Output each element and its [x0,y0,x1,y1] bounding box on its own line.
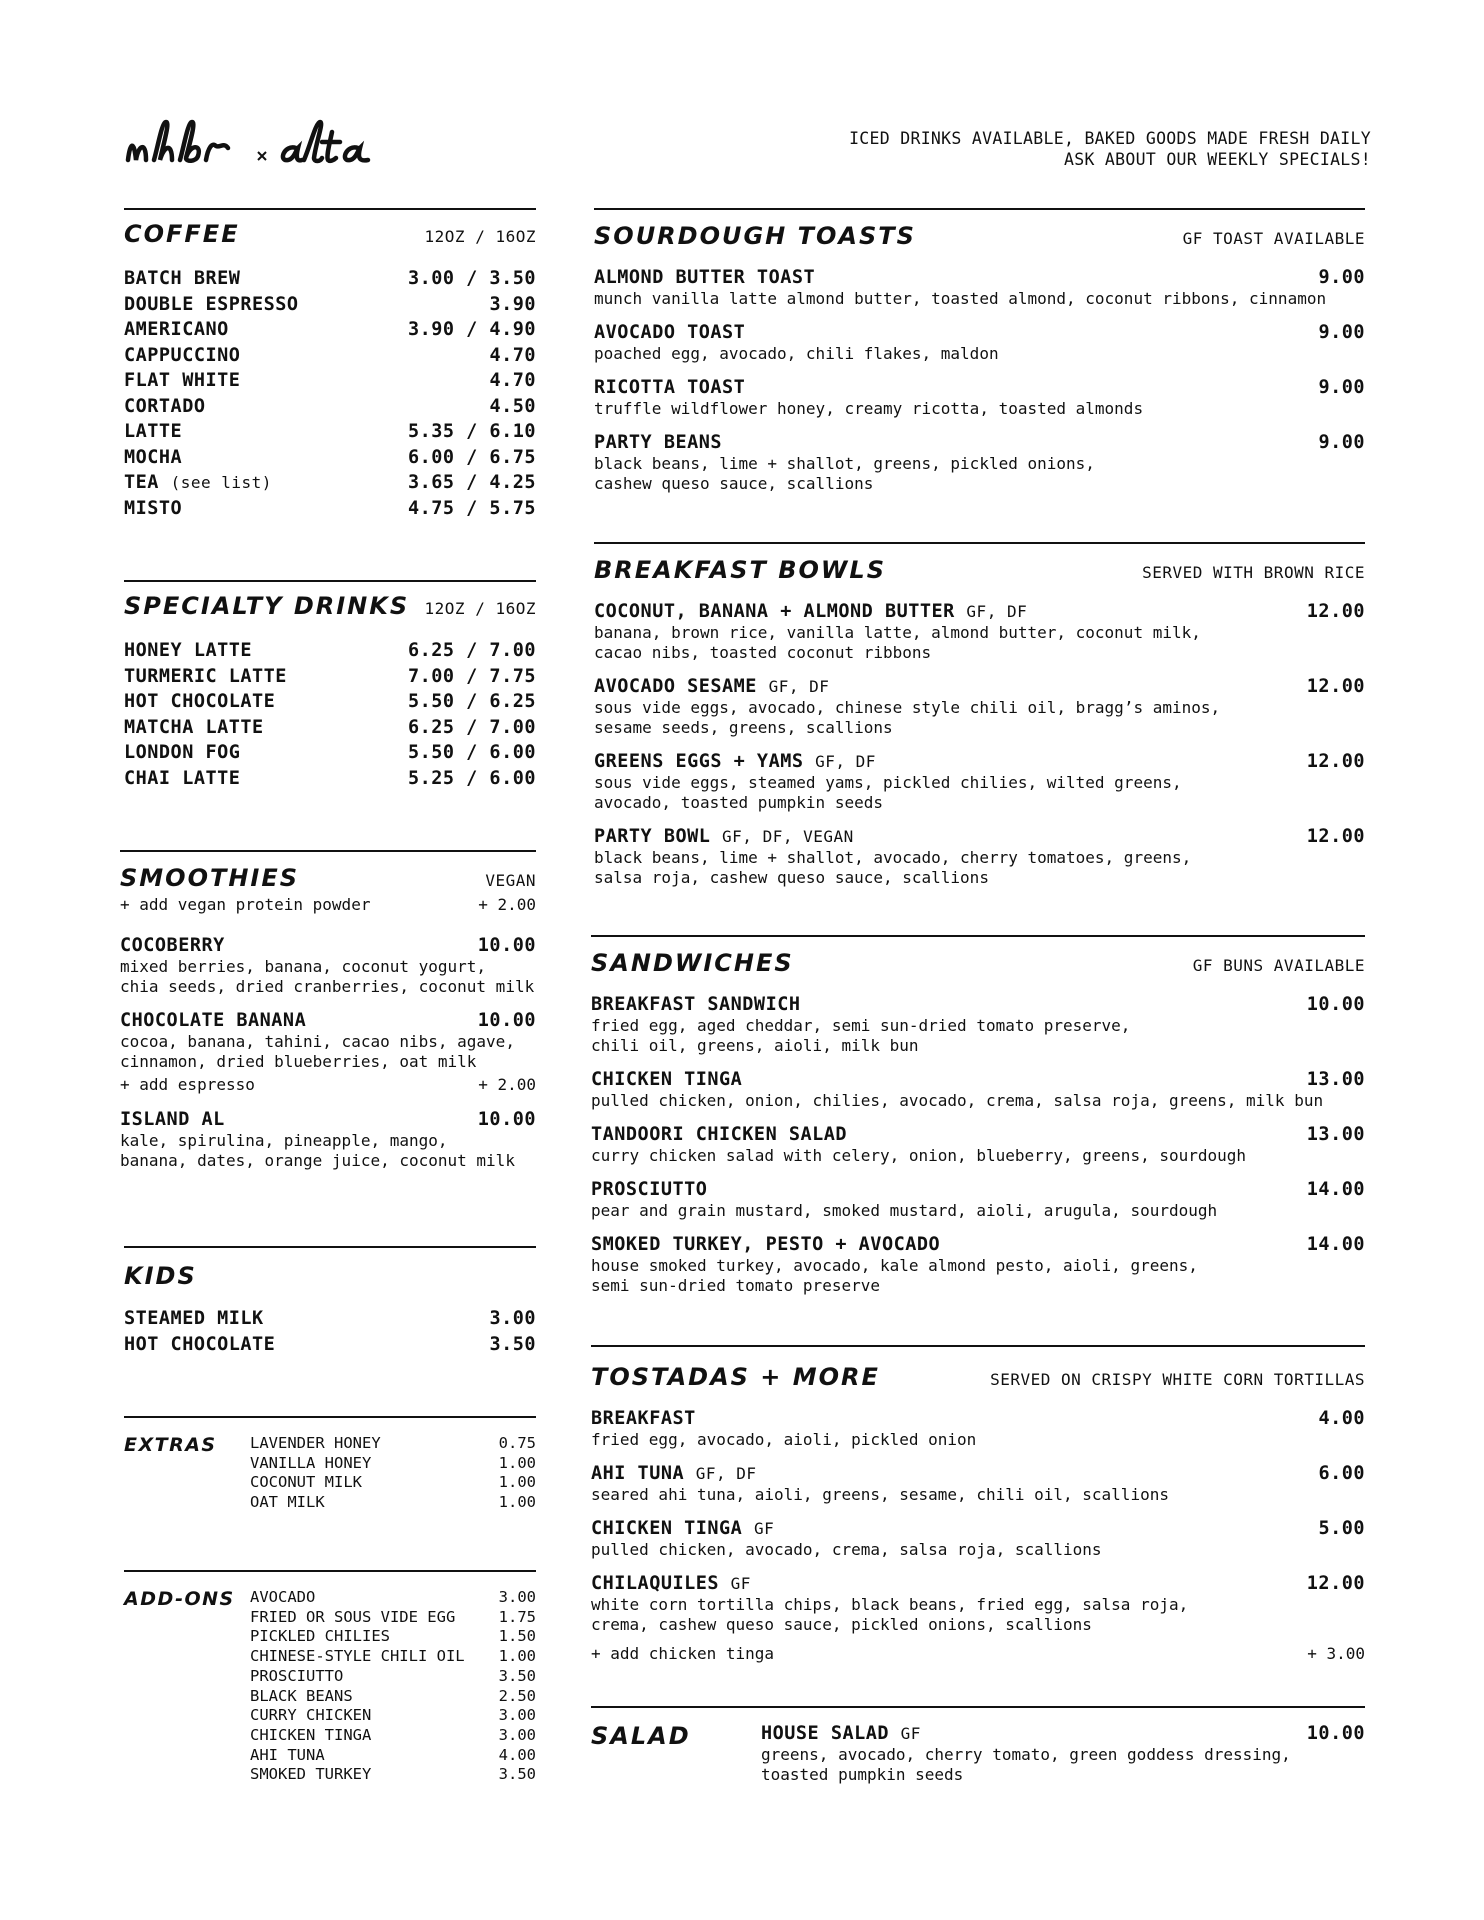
protein-label: + add vegan protein powder [120,895,371,914]
item-price: 1.50 [498,1627,536,1646]
row-left [124,419,182,445]
row-left [124,689,275,715]
list-item [594,600,1365,663]
menu-row [124,470,536,496]
item-name: TANDOORI CHICKEN SALAD [591,1124,848,1145]
section-title: TOSTADAS + MORE [591,1363,880,1391]
item-name: PARTY BOWL [594,826,711,847]
sandwiches-note: GF BUNS AVAILABLE [1192,956,1365,975]
item-price: 6.00 [1318,1463,1365,1484]
item-name: AVOCADO SESAME [594,676,757,697]
list-item: AHI TUNA [250,1745,325,1764]
item-price: 5.50 / 6.00 [407,742,536,763]
item-description: munch vanilla latte almond butter, toasted almond, coconut ribbons, cinnamon [594,289,1327,308]
list-item [594,825,1365,888]
item-title [591,1178,707,1201]
protein-addon [120,894,536,916]
item-title [594,825,854,848]
list-item [120,1009,536,1072]
item-price: 3.00 [498,1588,536,1606]
item-header [591,1462,1365,1485]
item-price: 12.00 [1306,1573,1365,1594]
item-price: 10.00 [477,1010,536,1031]
section-title: KIDS [124,1262,197,1290]
item-header [591,1068,1365,1091]
item-title [591,1462,757,1485]
list-item: FRIED OR SOUS VIDE EGG [250,1607,456,1626]
item-price: 5.35 / 6.10 [407,421,536,442]
item-tags: GF, DF [768,677,830,696]
list-item [591,1233,1365,1296]
item-price: 5.50 / 6.25 [407,691,536,712]
item-tags: GF, DF [815,752,876,771]
item-tags: GF [753,1519,775,1538]
list-item [594,376,1365,419]
menu-row [124,419,536,445]
specialty-section [124,580,536,791]
item-price: 7.00 / 7.75 [407,665,536,687]
list-item: LAVENDER HONEY [250,1434,381,1452]
item-name: PARTY BEANS [594,432,723,453]
item-price: 12.00 [1306,826,1365,847]
row-left [124,766,240,792]
item-price: 3.50 [498,1666,536,1685]
item-header [594,600,1365,623]
list-item [591,1407,1365,1450]
item-description: sous vide eggs, steamed yams, pickled chilies, wilted greens, avocado, toasted pumpkin seeds [594,773,1182,812]
item-name: BATCH BREW [124,268,241,289]
menu-row [124,317,536,343]
sandwiches-section [591,935,1365,1308]
item-price: 9.00 [1318,432,1365,453]
addons-section [124,1570,536,1785]
espresso-addon [120,1074,536,1096]
row-left [124,368,240,394]
item-header [594,675,1365,698]
item-price: 6.00 / 6.75 [407,446,536,468]
item-description: seared ahi tuna, aioli, greens, sesame, chili oil, scallions [591,1485,1169,1504]
item-header [591,993,1365,1016]
item-title [594,675,829,698]
item-price: 3.00 [489,1308,536,1329]
item-name: BREAKFAST [591,1408,696,1429]
header-notice [849,128,1371,170]
list-item [594,675,1365,738]
item-note: (see list) [170,473,272,492]
row-left [124,740,240,766]
item-name: CHOCOLATE BANANA [120,1010,307,1031]
protein-price: + 2.00 [478,895,536,914]
item-tags: GF [730,1574,751,1593]
list-item [120,934,536,997]
item-name: COCOBERRY [120,935,225,956]
tinga-addon [591,1643,1365,1665]
section-title: SPECIALTY DRINKS [124,592,410,620]
item-name: TURMERIC LATTE [124,665,287,687]
extras-section [124,1416,536,1513]
item-name: MATCHA LATTE [124,716,264,738]
item-price: 14.00 [1306,1234,1365,1255]
smoothies-section [120,850,536,1183]
item-price: 3.50 [498,1765,536,1784]
item-title [591,993,800,1016]
bowls-note: SERVED WITH BROWN RICE [1142,563,1365,582]
item-price: 3.00 [498,1706,536,1725]
row-left [124,1306,264,1332]
menu-row [124,689,536,715]
list-item [120,1108,536,1171]
list-item: CHINESE-STYLE CHILI OIL [250,1647,465,1666]
item-name: AMERICANO [124,319,229,340]
item-price: 10.00 [1306,1723,1365,1744]
menu-row [124,394,536,420]
item-price: 3.90 [489,293,536,315]
row-left [124,1332,275,1358]
item-title [594,376,745,399]
item-price: 4.50 [489,395,536,417]
row-left [124,343,240,369]
item-title [591,1123,847,1146]
brand-logo [124,112,404,182]
item-name: PROSCIUTTO [591,1179,708,1200]
list-item: PROSCIUTTO [250,1666,344,1685]
item-name: TEA [124,472,159,493]
menu-row [124,740,536,766]
item-name: FLAT WHITE [124,370,241,391]
espresso-price: + 2.00 [478,1075,536,1094]
item-description: cocoa, banana, tahini, cacao nibs, agave, cinnamon, dried blueberries, oat milk [120,1032,515,1071]
section-title: SALAD [591,1722,691,1750]
item-price: 4.00 [498,1745,536,1764]
row-left [124,266,240,292]
size-note: 12OZ / 16OZ [424,227,536,246]
coffee-section [124,208,536,521]
row-left [124,638,252,664]
item-name: GREENS EGGS + YAMS [594,751,804,772]
section-title: COFFEE [124,220,240,248]
item-price: 10.00 [477,935,536,956]
section-title: SMOOTHIES [120,864,300,892]
item-price: 1.00 [498,1493,536,1512]
salad-section [591,1706,1365,1797]
item-name: HOT CHOCOLATE [124,691,276,712]
tinga-price: + 3.00 [1307,1644,1365,1663]
item-name: HONEY LATTE [124,640,253,661]
item-title [594,600,1027,623]
item-price: 4.00 [1318,1408,1365,1429]
item-header [591,1123,1365,1146]
item-price: 9.00 [1318,267,1365,288]
item-title [591,1572,751,1595]
item-price: 3.00 / 3.50 [407,268,536,289]
espresso-label: + add espresso [120,1075,255,1094]
item-title [594,750,876,773]
item-price: 3.90 / 4.90 [407,319,536,340]
list-item: CURRY CHICKEN [250,1706,372,1725]
item-price: 14.00 [1306,1179,1365,1200]
list-item: COCONUT MILK [250,1473,362,1492]
list-item: SMOKED TURKEY [250,1765,372,1784]
menu-row [124,766,536,792]
item-name: BREAKFAST SANDWICH [591,994,801,1015]
item-tags: GF, DF [695,1464,757,1483]
item-name: HOUSE SALAD [761,1723,890,1744]
tostadas-note: SERVED ON CRISPY WHITE CORN TORTILLAS [990,1370,1365,1389]
row-left [124,445,182,471]
section-title: BREAKFAST BOWLS [594,556,886,584]
item-price: 6.25 / 7.00 [407,716,536,738]
item-name: STEAMED MILK [124,1308,264,1329]
item-description: pear and grain mustard, smoked mustard, aioli, arugula, sourdough [591,1201,1218,1220]
item-description: house smoked turkey, avocado, kale almond pesto, aioli, greens, semi sun-dried tomato preserve [591,1256,1198,1295]
item-title [591,1517,774,1540]
item-description: fried egg, avocado, aioli, pickled onion [591,1430,977,1449]
list-item [591,1178,1365,1221]
item-description: banana, brown rice, vanilla latte, almond butter, coconut milk, cacao nibs, toasted coconut ribbons [594,623,1201,662]
item-description: greens, avocado, cherry tomato, green goddess dressing, toasted pumpkin seeds [761,1745,1291,1784]
item-title [594,266,815,289]
item-price: 2.50 [498,1686,536,1705]
list-item [591,993,1365,1056]
item-price: 0.75 [498,1434,536,1452]
item-price: 1.00 [498,1647,536,1666]
list-item [594,750,1365,813]
list-item [761,1722,1365,1785]
item-title [591,1407,696,1430]
list-item: PICKLED CHILIES [250,1627,390,1646]
item-header [591,1572,1365,1595]
list-item: BLACK BEANS [250,1686,353,1705]
item-title [594,321,745,344]
list-item [591,1572,1365,1635]
row-left [124,715,264,741]
item-description: curry chicken salad with celery, onion, blueberry, greens, sourdough [591,1146,1247,1165]
item-title [594,431,722,454]
item-price: 9.00 [1318,322,1365,343]
item-name: CHICKEN TINGA [591,1069,743,1090]
item-name: RICOTTA TOAST [594,377,746,398]
item-price: 3.65 / 4.25 [407,472,536,493]
menu-row [124,1306,536,1332]
item-name: LONDON FOG [124,742,241,763]
toasts-section [594,208,1365,506]
list-item [594,431,1365,494]
item-price: 3.00 [498,1725,536,1744]
item-header [591,1178,1365,1201]
item-name: CHILAQUILES [591,1573,720,1594]
item-price: 6.25 / 7.00 [407,640,536,661]
item-name: CHAI LATTE [124,767,241,789]
item-price: 1.00 [498,1453,536,1472]
list-item: AVOCADO [250,1588,316,1606]
item-price: 13.00 [1306,1069,1365,1090]
vegan-note: VEGAN [485,871,536,890]
size-note: 12OZ / 16OZ [424,599,536,618]
tinga-label: + add chicken tinga [591,1644,775,1663]
menu-row [124,292,536,318]
row-left [124,394,205,420]
list-item [591,1462,1365,1505]
item-price: 12.00 [1306,751,1365,772]
item-price: 3.50 [489,1333,536,1355]
item-price: 1.00 [498,1473,536,1492]
menu-row [124,445,536,471]
item-header [594,321,1365,344]
item-header [591,1517,1365,1540]
item-price: 4.70 [489,344,536,366]
list-item: VANILLA HONEY [250,1453,372,1472]
menu-row [124,1332,536,1358]
item-name: CHICKEN TINGA [591,1518,743,1539]
menu-row [124,266,536,292]
item-price: 13.00 [1306,1124,1365,1145]
item-description: truffle wildflower honey, creamy ricotta, toasted almonds [594,399,1144,418]
item-header [594,376,1365,399]
menu-row [124,664,536,690]
item-description: pulled chicken, avocado, crema, salsa roja, scallions [591,1540,1102,1559]
menu-row [124,343,536,369]
item-price: 4.75 / 5.75 [407,497,536,519]
item-header [591,1233,1365,1256]
item-price: 10.00 [477,1109,536,1130]
notice-line-2: ASK ABOUT OUR WEEKLY SPECIALS! [1063,150,1371,169]
row-left [124,317,229,343]
logo-script-icon [124,112,404,182]
item-price: 12.00 [1306,676,1365,697]
item-name: MISTO [124,497,183,519]
menu-row [124,638,536,664]
list-item: CHICKEN TINGA [250,1725,372,1744]
item-tags: GF [900,1724,921,1743]
menu-row [124,368,536,394]
list-item [591,1517,1365,1560]
bowls-section [594,542,1365,900]
item-description: black beans, lime + shallot, greens, pickled onions, cashew queso sauce, scallions [594,454,1095,493]
section-title: SANDWICHES [591,949,794,977]
item-tags: GF, DF, VEGAN [722,827,854,846]
menu-row [124,496,536,522]
kids-section [124,1246,536,1357]
item-description: white corn tortilla chips, black beans, fried egg, salsa roja, crema, cashew queso sauce, pickled onions, scallions [591,1595,1189,1634]
item-price: 1.75 [498,1607,536,1626]
item-price: 5.00 [1318,1518,1365,1539]
item-title [591,1068,742,1091]
section-title: SOURDOUGH TOASTS [594,222,916,250]
item-price: 10.00 [1306,994,1365,1015]
item-price: 5.25 / 6.00 [407,767,536,789]
list-item [591,1123,1365,1166]
item-price: 12.00 [1306,601,1365,622]
list-item [594,266,1365,309]
item-description: poached egg, avocado, chili flakes, maldon [594,344,999,363]
item-name: ALMOND BUTTER TOAST [594,267,816,288]
item-name: SMOKED TURKEY, PESTO + AVOCADO [591,1234,941,1255]
toast-note: GF TOAST AVAILABLE [1182,229,1365,248]
item-name: CAPPUCCINO [124,344,241,366]
list-item [594,321,1365,364]
row-left [124,292,299,318]
list-item [591,1068,1365,1111]
item-description: kale, spirulina, pineapple, mango, banana, dates, orange juice, coconut milk [120,1131,515,1170]
item-description: fried egg, aged cheddar, semi sun-dried tomato preserve, chili oil, greens, aioli, milk bun [591,1016,1131,1055]
item-header [594,750,1365,773]
tostadas-section [591,1345,1365,1665]
section-title: EXTRAS [124,1434,217,1456]
item-name: LATTE [124,421,183,442]
item-description: mixed berries, banana, coconut yogurt, chia seeds, dried cranberries, coconut milk [120,957,535,996]
item-description: pulled chicken, onion, chilies, avocado, crema, salsa roja, greens, milk bun [591,1091,1324,1110]
item-name: ISLAND AL [120,1109,225,1130]
item-price: 9.00 [1318,377,1365,398]
item-name: AVOCADO TOAST [594,322,746,343]
item-header [594,431,1365,454]
item-title [591,1233,940,1256]
item-price: 4.70 [489,370,536,391]
row-left [124,470,272,496]
item-header [591,1407,1365,1430]
menu-row [124,715,536,741]
item-name: MOCHA [124,446,183,468]
item-name: COCONUT, BANANA + ALMOND BUTTER [594,601,955,622]
notice-line-1: ICED DRINKS AVAILABLE, BAKED GOODS MADE FRESH DAILY [849,129,1371,148]
item-name: AHI TUNA [591,1463,685,1484]
item-name: DOUBLE ESPRESSO [124,293,299,315]
item-header [594,266,1365,289]
item-name: HOT CHOCOLATE [124,1333,276,1355]
list-item: OAT MILK [250,1493,325,1512]
section-title: ADD-ONS [124,1588,235,1610]
item-description: black beans, lime + shallot, avocado, cherry tomatoes, greens, salsa roja, cashew queso sauce, scallions [594,848,1192,887]
item-header [594,825,1365,848]
row-left [124,496,182,522]
item-description: sous vide eggs, avocado, chinese style chili oil, bragg’s aminos, sesame seeds, greens, scallions [594,698,1221,737]
row-left [124,664,287,690]
item-name: CORTADO [124,395,206,417]
item-tags: GF, DF [966,602,1028,621]
